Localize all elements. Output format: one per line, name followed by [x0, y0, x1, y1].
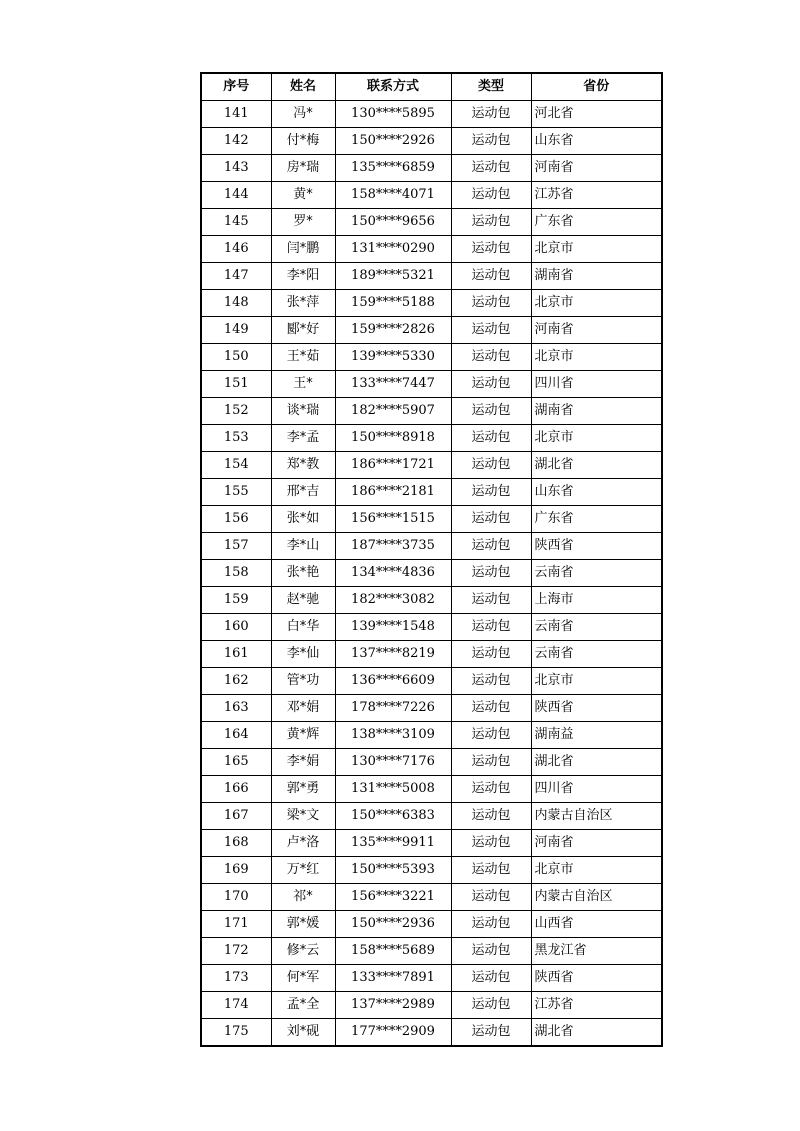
cell-contact: 131****0290 — [335, 236, 451, 263]
cell-name: 祁* — [271, 884, 335, 911]
cell-contact: 150****8918 — [335, 425, 451, 452]
cell-contact: 137****2989 — [335, 992, 451, 1019]
cell-province: 江苏省 — [531, 992, 662, 1019]
cell-name: 管*功 — [271, 668, 335, 695]
cell-type: 运动包 — [451, 344, 531, 371]
cell-contact: 138****3109 — [335, 722, 451, 749]
cell-type: 运动包 — [451, 1019, 531, 1047]
cell-type: 运动包 — [451, 722, 531, 749]
cell-type: 运动包 — [451, 398, 531, 425]
cell-index: 143 — [201, 155, 271, 182]
cell-province: 四川省 — [531, 776, 662, 803]
cell-type: 运动包 — [451, 587, 531, 614]
cell-contact: 135****6859 — [335, 155, 451, 182]
cell-province: 河北省 — [531, 101, 662, 128]
cell-index: 155 — [201, 479, 271, 506]
col-header-province: 省份 — [531, 73, 662, 101]
cell-province: 河南省 — [531, 155, 662, 182]
cell-contact: 187****3735 — [335, 533, 451, 560]
cell-province: 湖南益 — [531, 722, 662, 749]
cell-type: 运动包 — [451, 128, 531, 155]
cell-name: 房*瑞 — [271, 155, 335, 182]
cell-index: 144 — [201, 182, 271, 209]
table-row — [201, 101, 662, 128]
cell-name: 郾*好 — [271, 317, 335, 344]
table-row — [201, 506, 662, 533]
cell-index: 158 — [201, 560, 271, 587]
col-header-index: 序号 — [201, 73, 271, 101]
cell-type: 运动包 — [451, 560, 531, 587]
cell-type: 运动包 — [451, 533, 531, 560]
cell-index: 151 — [201, 371, 271, 398]
cell-name: 李*阳 — [271, 263, 335, 290]
roster-table — [200, 72, 663, 1047]
cell-index: 149 — [201, 317, 271, 344]
cell-contact: 178****7226 — [335, 695, 451, 722]
cell-name: 万*红 — [271, 857, 335, 884]
cell-index: 171 — [201, 911, 271, 938]
table-row — [201, 857, 662, 884]
cell-contact: 150****5393 — [335, 857, 451, 884]
col-header-type: 类型 — [451, 73, 531, 101]
cell-type: 运动包 — [451, 857, 531, 884]
cell-index: 168 — [201, 830, 271, 857]
cell-index: 148 — [201, 290, 271, 317]
cell-contact: 156****1515 — [335, 506, 451, 533]
table-row — [201, 614, 662, 641]
cell-index: 173 — [201, 965, 271, 992]
table-row — [201, 992, 662, 1019]
cell-index: 164 — [201, 722, 271, 749]
cell-type: 运动包 — [451, 290, 531, 317]
table-row — [201, 668, 662, 695]
header-row — [201, 73, 662, 101]
cell-index: 161 — [201, 641, 271, 668]
cell-name: 张*萍 — [271, 290, 335, 317]
cell-province: 湖北省 — [531, 452, 662, 479]
table-row — [201, 1019, 662, 1047]
cell-index: 150 — [201, 344, 271, 371]
cell-name: 白*华 — [271, 614, 335, 641]
cell-contact: 150****2936 — [335, 911, 451, 938]
cell-type: 运动包 — [451, 263, 531, 290]
table-row — [201, 398, 662, 425]
cell-index: 142 — [201, 128, 271, 155]
cell-contact: 139****1548 — [335, 614, 451, 641]
cell-name: 张*如 — [271, 506, 335, 533]
cell-name: 赵*驰 — [271, 587, 335, 614]
cell-province: 山东省 — [531, 479, 662, 506]
cell-contact: 130****5895 — [335, 101, 451, 128]
cell-contact: 130****7176 — [335, 749, 451, 776]
cell-index: 145 — [201, 209, 271, 236]
cell-name: 黄*辉 — [271, 722, 335, 749]
cell-province: 北京市 — [531, 668, 662, 695]
cell-type: 运动包 — [451, 452, 531, 479]
cell-name: 闫*鹏 — [271, 236, 335, 263]
cell-province: 陕西省 — [531, 533, 662, 560]
cell-type: 运动包 — [451, 749, 531, 776]
cell-contact: 131****5008 — [335, 776, 451, 803]
cell-type: 运动包 — [451, 668, 531, 695]
cell-contact: 159****5188 — [335, 290, 451, 317]
cell-type: 运动包 — [451, 992, 531, 1019]
cell-province: 广东省 — [531, 506, 662, 533]
cell-type: 运动包 — [451, 614, 531, 641]
cell-type: 运动包 — [451, 911, 531, 938]
cell-province: 陕西省 — [531, 695, 662, 722]
cell-index: 175 — [201, 1019, 271, 1047]
cell-index: 165 — [201, 749, 271, 776]
cell-type: 运动包 — [451, 209, 531, 236]
cell-index: 146 — [201, 236, 271, 263]
cell-index: 169 — [201, 857, 271, 884]
cell-province: 上海市 — [531, 587, 662, 614]
cell-index: 166 — [201, 776, 271, 803]
cell-type: 运动包 — [451, 155, 531, 182]
table-row — [201, 641, 662, 668]
cell-contact: 150****6383 — [335, 803, 451, 830]
table-row — [201, 290, 662, 317]
cell-contact: 186****1721 — [335, 452, 451, 479]
cell-contact: 137****8219 — [335, 641, 451, 668]
cell-index: 167 — [201, 803, 271, 830]
cell-index: 147 — [201, 263, 271, 290]
cell-contact: 134****4836 — [335, 560, 451, 587]
cell-type: 运动包 — [451, 884, 531, 911]
table-row — [201, 938, 662, 965]
table-row — [201, 587, 662, 614]
table-row — [201, 911, 662, 938]
cell-province: 陕西省 — [531, 965, 662, 992]
table-row — [201, 803, 662, 830]
cell-name: 黄* — [271, 182, 335, 209]
cell-contact: 189****5321 — [335, 263, 451, 290]
cell-name: 李*娟 — [271, 749, 335, 776]
cell-type: 运动包 — [451, 236, 531, 263]
cell-province: 北京市 — [531, 425, 662, 452]
cell-index: 153 — [201, 425, 271, 452]
cell-type: 运动包 — [451, 425, 531, 452]
table-row — [201, 452, 662, 479]
table-row — [201, 344, 662, 371]
cell-province: 河南省 — [531, 317, 662, 344]
table-row — [201, 155, 662, 182]
cell-name: 何*军 — [271, 965, 335, 992]
cell-contact: 133****7891 — [335, 965, 451, 992]
cell-name: 郭*勇 — [271, 776, 335, 803]
table-row — [201, 236, 662, 263]
cell-province: 山东省 — [531, 128, 662, 155]
cell-type: 运动包 — [451, 830, 531, 857]
cell-index: 174 — [201, 992, 271, 1019]
cell-type: 运动包 — [451, 803, 531, 830]
table-row — [201, 533, 662, 560]
cell-province: 云南省 — [531, 641, 662, 668]
cell-province: 北京市 — [531, 290, 662, 317]
cell-contact: 158****4071 — [335, 182, 451, 209]
table-row — [201, 317, 662, 344]
table-row — [201, 425, 662, 452]
cell-province: 黑龙江省 — [531, 938, 662, 965]
cell-type: 运动包 — [451, 479, 531, 506]
cell-name: 卢*洛 — [271, 830, 335, 857]
cell-index: 156 — [201, 506, 271, 533]
cell-index: 157 — [201, 533, 271, 560]
cell-province: 四川省 — [531, 371, 662, 398]
cell-province: 湖北省 — [531, 1019, 662, 1047]
table-row — [201, 695, 662, 722]
cell-name: 付*梅 — [271, 128, 335, 155]
cell-index: 162 — [201, 668, 271, 695]
cell-name: 罗* — [271, 209, 335, 236]
cell-name: 王* — [271, 371, 335, 398]
cell-type: 运动包 — [451, 506, 531, 533]
cell-contact: 136****6609 — [335, 668, 451, 695]
cell-index: 163 — [201, 695, 271, 722]
cell-name: 梁*文 — [271, 803, 335, 830]
cell-province: 广东省 — [531, 209, 662, 236]
cell-type: 运动包 — [451, 965, 531, 992]
table-row — [201, 479, 662, 506]
table-row — [201, 560, 662, 587]
cell-type: 运动包 — [451, 371, 531, 398]
cell-name: 谈*瑞 — [271, 398, 335, 425]
table-body — [201, 101, 662, 1047]
cell-province: 北京市 — [531, 344, 662, 371]
cell-contact: 135****9911 — [335, 830, 451, 857]
cell-type: 运动包 — [451, 101, 531, 128]
cell-contact: 150****2926 — [335, 128, 451, 155]
cell-index: 160 — [201, 614, 271, 641]
table-row — [201, 209, 662, 236]
cell-name: 李*孟 — [271, 425, 335, 452]
cell-type: 运动包 — [451, 695, 531, 722]
cell-index: 154 — [201, 452, 271, 479]
cell-province: 北京市 — [531, 857, 662, 884]
cell-contact: 177****2909 — [335, 1019, 451, 1047]
cell-name: 孟*全 — [271, 992, 335, 1019]
cell-province: 云南省 — [531, 614, 662, 641]
cell-index: 172 — [201, 938, 271, 965]
cell-type: 运动包 — [451, 641, 531, 668]
table-row — [201, 749, 662, 776]
cell-province: 云南省 — [531, 560, 662, 587]
cell-type: 运动包 — [451, 776, 531, 803]
cell-contact: 158****5689 — [335, 938, 451, 965]
cell-name: 邢*吉 — [271, 479, 335, 506]
cell-contact: 159****2826 — [335, 317, 451, 344]
col-header-name: 姓名 — [271, 73, 335, 101]
cell-name: 修*云 — [271, 938, 335, 965]
cell-province: 湖南省 — [531, 398, 662, 425]
cell-type: 运动包 — [451, 317, 531, 344]
table-row — [201, 776, 662, 803]
cell-province: 河南省 — [531, 830, 662, 857]
cell-index: 159 — [201, 587, 271, 614]
table-row — [201, 182, 662, 209]
cell-province: 北京市 — [531, 236, 662, 263]
cell-index: 141 — [201, 101, 271, 128]
cell-contact: 186****2181 — [335, 479, 451, 506]
cell-name: 李*山 — [271, 533, 335, 560]
cell-contact: 156****3221 — [335, 884, 451, 911]
table-row — [201, 128, 662, 155]
cell-province: 内蒙古自治区 — [531, 884, 662, 911]
cell-name: 李*仙 — [271, 641, 335, 668]
cell-contact: 182****5907 — [335, 398, 451, 425]
table-row — [201, 722, 662, 749]
table-row — [201, 263, 662, 290]
cell-name: 冯* — [271, 101, 335, 128]
cell-name: 王*茹 — [271, 344, 335, 371]
cell-province: 内蒙古自治区 — [531, 803, 662, 830]
table-row — [201, 884, 662, 911]
cell-name: 张*艳 — [271, 560, 335, 587]
cell-province: 湖南省 — [531, 263, 662, 290]
cell-name: 刘*砚 — [271, 1019, 335, 1047]
cell-type: 运动包 — [451, 938, 531, 965]
cell-name: 邓*娟 — [271, 695, 335, 722]
table-row — [201, 371, 662, 398]
cell-contact: 150****9656 — [335, 209, 451, 236]
cell-name: 郑*教 — [271, 452, 335, 479]
col-header-contact: 联系方式 — [335, 73, 451, 101]
cell-type: 运动包 — [451, 182, 531, 209]
cell-index: 170 — [201, 884, 271, 911]
cell-province: 山西省 — [531, 911, 662, 938]
cell-contact: 139****5330 — [335, 344, 451, 371]
cell-contact: 182****3082 — [335, 587, 451, 614]
cell-name: 郭*媛 — [271, 911, 335, 938]
cell-index: 152 — [201, 398, 271, 425]
cell-contact: 133****7447 — [335, 371, 451, 398]
cell-province: 江苏省 — [531, 182, 662, 209]
table-row — [201, 830, 662, 857]
table-row — [201, 965, 662, 992]
cell-province: 湖北省 — [531, 749, 662, 776]
